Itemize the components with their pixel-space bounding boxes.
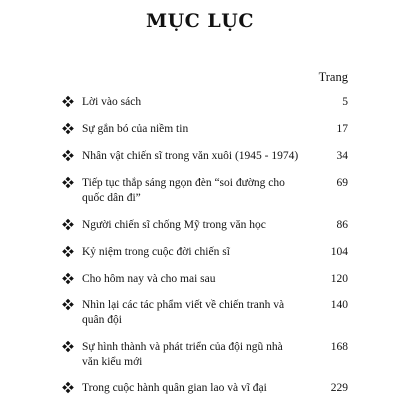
toc-entry-page: 34	[336, 150, 348, 162]
toc-entry-page: 69	[336, 177, 348, 189]
four-diamond-bullet-icon	[62, 381, 76, 396]
four-diamond-bullet-icon	[62, 272, 76, 287]
toc-entry-title: Nhân vật chiến sĩ trong văn xuôi (1945 - 1974)	[82, 150, 299, 162]
toc-entry-title: Lời vào sách	[82, 96, 142, 108]
four-diamond-bullet-icon	[62, 176, 76, 191]
four-diamond-bullet-icon	[62, 298, 76, 313]
toc-entry-page: 5	[342, 96, 348, 108]
four-diamond-bullet-icon	[62, 149, 76, 164]
toc-entry-title: Kỷ niệm trong cuộc đời chiến sĩ	[82, 246, 230, 258]
toc-entry-title: Sự gắn bó của niềm tin	[82, 123, 189, 135]
four-diamond-bullet-icon	[62, 122, 76, 137]
toc-entry-page: 17	[336, 123, 348, 135]
toc-entry-page: 168	[330, 341, 348, 353]
toc-entry-title: Sự hình thành và phát triển của đội ngũ nhà văn kiểu mới	[82, 341, 283, 368]
toc-entry-page: 229	[330, 382, 348, 394]
page-title: MỤC LỤC	[146, 10, 254, 32]
four-diamond-bullet-icon	[62, 340, 76, 355]
toc-entry-title: Trong cuộc hành quân gian lao và vĩ đại	[82, 382, 267, 394]
four-diamond-bullet-icon	[62, 218, 76, 233]
four-diamond-bullet-icon	[62, 245, 76, 260]
toc-entry-title: Cho hôm nay và cho mai sau	[82, 273, 216, 285]
four-diamond-bullet-icon	[62, 95, 76, 110]
toc-entry-page: 120	[330, 273, 348, 285]
toc-entry-title: Nhìn lại các tác phẩm viết về chiến tranh và quân đội	[82, 299, 285, 326]
toc-entry-page: 140	[330, 299, 348, 311]
toc-entry-title: Người chiến sĩ chống Mỹ trong văn học	[82, 219, 266, 231]
toc-entry-title: Tiếp tục thắp sáng ngọn đèn “soi đường cho quốc dân đi”	[82, 177, 285, 204]
page-column-header: Trang	[318, 70, 348, 84]
toc-entry-page: 104	[330, 246, 348, 258]
toc-entry-page: 86	[336, 219, 348, 231]
